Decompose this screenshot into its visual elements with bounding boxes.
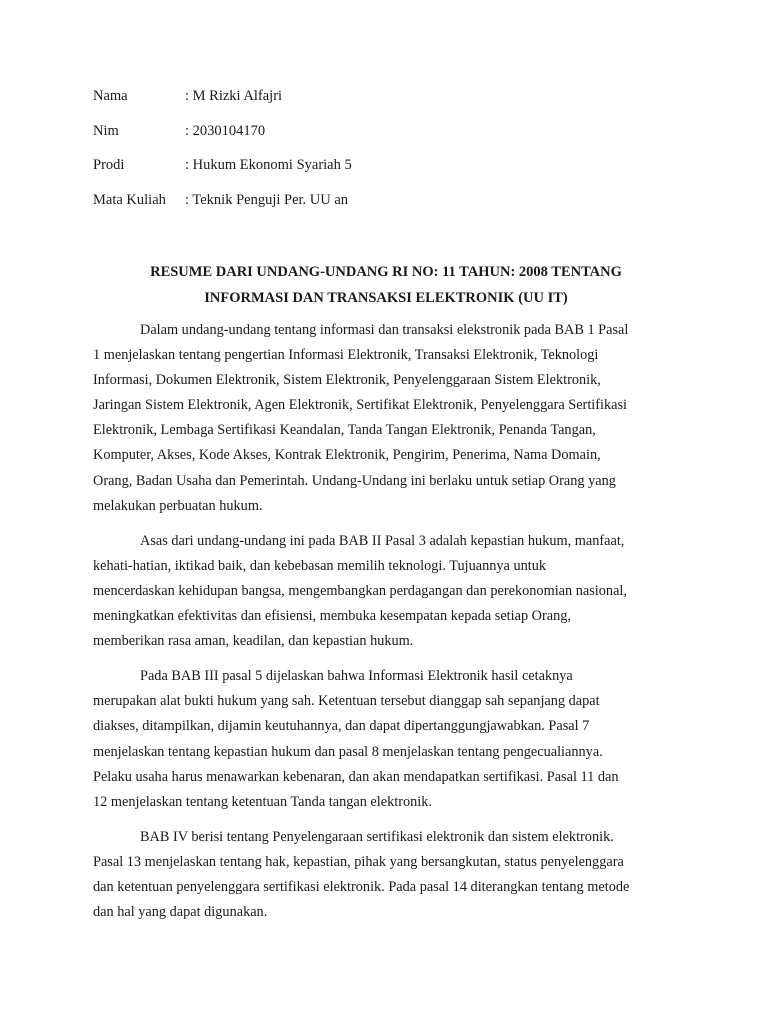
paragraph-line: BAB IV berisi tentang Penyelengaraan sertifikasi elektronik dan sistem elektronik. <box>140 828 614 845</box>
paragraph-line: menjelaskan tentang kepastian hukum dan pasal 8 menjelaskan tentang pengecualiannya. <box>93 743 603 760</box>
identity-row-nama <box>93 86 653 121</box>
paragraph-bab-1 <box>93 318 679 519</box>
paragraph-line: melakukan perbuatan hukum. <box>93 497 263 514</box>
document-body <box>93 318 679 935</box>
paragraph-line: meningkatkan efektivitas dan efisiensi, membuka kesempatan kepada setiap Orang, <box>93 608 571 625</box>
identity-row-prodi <box>93 155 653 190</box>
paragraph-line: mencerdaskan kehidupan bangsa, mengembangkan perdagangan dan perekonomian nasional, <box>93 582 627 599</box>
paragraph-line: Elektronik, Lembaga Sertifikasi Keandalan, Tanda Tangan Elektronik, Penanda Tangan, <box>93 422 596 439</box>
paragraph-line: diakses, ditampilkan, dijamin keutuhannya, dan dapat dipertanggungjawabkan. Pasal 7 <box>93 718 590 735</box>
paragraph-line: Jaringan Sistem Elektronik, Agen Elektronik, Sertifikat Elektronik, Penyelenggara Sertifikasi <box>93 397 628 414</box>
title-line: RESUME DARI UNDANG-UNDANG RI NO: 11 TAHUN: 2008 TENTANG <box>150 264 622 280</box>
paragraph-line: Komputer, Akses, Kode Akses, Kontrak Elektronik, Pengirim, Penerima, Nama Domain, <box>93 447 601 464</box>
identity-label: Mata Kuliah <box>93 191 166 208</box>
paragraph-line: memberikan rasa aman, keadilan, dan kepastian hukum. <box>93 633 414 650</box>
identity-value: : Hukum Ekonomi Syariah 5 <box>185 157 352 173</box>
identity-value: : M Rizki Alfajri <box>185 88 283 104</box>
title-line: INFORMASI DAN TRANSAKSI ELEKTRONIK (UU IT) <box>204 290 568 306</box>
paragraph-line: dan ketentuan penyelenggara sertifikasi elektronik. Pada pasal 14 diterangkan tentang metode <box>93 878 630 895</box>
identity-block <box>93 86 653 224</box>
paragraph-line: merupakan alat bukti hukum yang sah. Ketentuan tersebut dianggap sah sepanjang dapat <box>93 693 600 710</box>
paragraph-line: Informasi, Dokumen Elektronik, Sistem Elektronik, Penyelenggaraan Sistem Elektronik, <box>93 372 601 389</box>
identity-value: : 2030104170 <box>185 122 266 139</box>
paragraph-bab-4 <box>93 825 679 925</box>
paragraph-line: Asas dari undang-undang ini pada BAB II Pasal 3 adalah kepastian hukum, manfaat, <box>140 532 625 549</box>
identity-label: Prodi <box>93 157 125 173</box>
paragraph-line: Pasal 13 menjelaskan tentang hak, kepastian, pihak yang bersangkutan, status penyelenggara <box>93 853 624 870</box>
identity-row-mata-kuliah <box>93 190 653 225</box>
paragraph-bab-2 <box>93 529 679 654</box>
identity-row-nim <box>93 121 653 156</box>
identity-value: : Teknik Penguji Per. UU an <box>185 191 349 208</box>
identity-label: Nim <box>93 122 119 139</box>
paragraph-line: Orang, Badan Usaha dan Pemerintah. Undang-Undang ini berlaku untuk setiap Orang yang <box>93 472 616 489</box>
paragraph-bab-3 <box>93 664 679 815</box>
paragraph-line: Dalam undang-undang tentang informasi dan transaksi elekstronik pada BAB 1 Pasal <box>140 322 629 338</box>
paragraph-line: 1 menjelaskan tentang pengertian Informasi Elektronik, Transaksi Elektronik, Teknologi <box>93 347 599 364</box>
paragraph-line: dan hal yang dapat digunakan. <box>93 904 268 921</box>
document-title <box>93 259 679 311</box>
identity-label: Nama <box>93 88 128 104</box>
paragraph-line: Pada BAB III pasal 5 dijelaskan bahwa Informasi Elektronik hasil cetaknya <box>140 668 573 685</box>
paragraph-line: Pelaku usaha harus menawarkan kebenaran, dan akan mendapatkan sertifikasi. Pasal 11 dan <box>93 768 619 785</box>
paragraph-line: kehati-hatian, iktikad baik, dan kebebasan memilih teknologi. Tujuannya untuk <box>93 557 547 574</box>
paragraph-line: 12 menjelaskan tentang ketentuan Tanda tangan elektronik. <box>93 793 432 810</box>
